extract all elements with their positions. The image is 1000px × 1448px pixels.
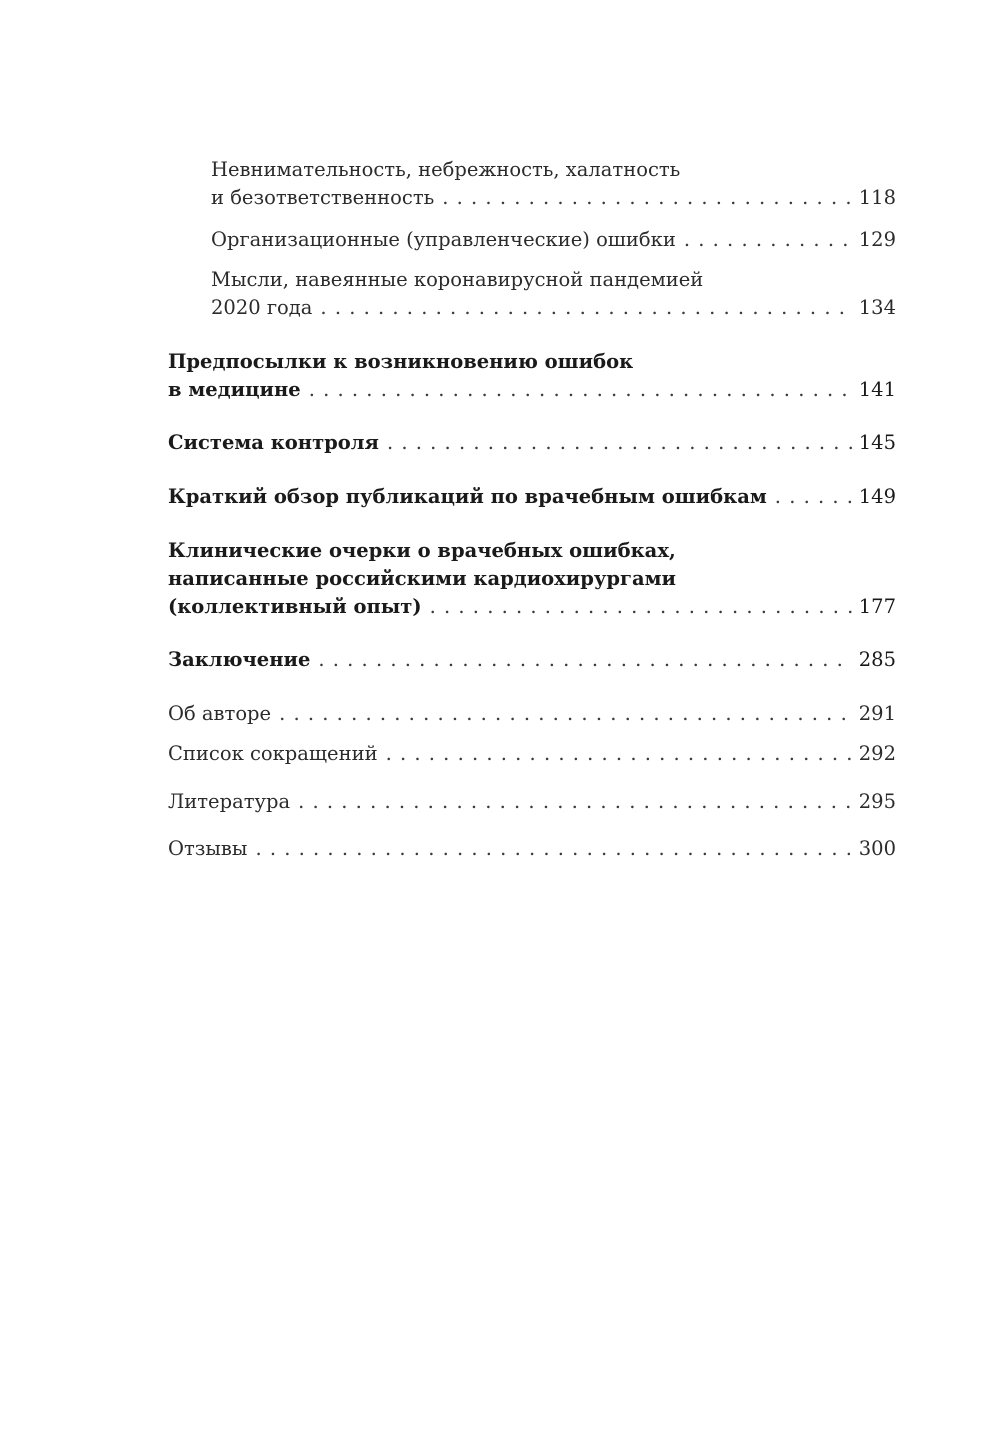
toc-page-number: 177 xyxy=(858,595,896,618)
dot-leader xyxy=(684,226,852,254)
toc-entry-line xyxy=(168,565,896,593)
toc-entry-pandemic-thoughts[interactable] xyxy=(211,266,896,322)
toc-entry-title-line: Невнимательность, небрежность, халатность xyxy=(211,158,681,181)
toc-entry-title-line: Заключение xyxy=(168,648,311,671)
toc-entry-control-system[interactable] xyxy=(168,429,896,457)
toc-entry-title-line: в медицине xyxy=(168,378,301,401)
toc-page-number: 145 xyxy=(858,431,896,454)
toc-entry-title-line: Литература xyxy=(168,790,291,813)
toc-entry-line xyxy=(168,646,896,674)
toc-entry-line xyxy=(211,184,896,212)
toc-entry-line xyxy=(168,537,896,565)
toc-page-number: 129 xyxy=(858,228,896,251)
toc-entry-title-line: (коллективный опыт) xyxy=(168,595,422,618)
dot-leader xyxy=(309,376,852,404)
toc-page-number: 134 xyxy=(858,296,896,319)
toc-entry-title-line: Список сокращений xyxy=(168,742,378,765)
toc-entry-reviews[interactable] xyxy=(168,835,896,863)
toc-entry-line xyxy=(168,740,896,768)
toc-entry-title-line: написанные российскими кардиохирургами xyxy=(168,567,677,590)
toc-entry-line xyxy=(211,156,896,184)
toc-entry-abbreviations[interactable] xyxy=(168,740,896,768)
toc-entry-line xyxy=(168,348,896,376)
toc-page-number: 295 xyxy=(858,790,896,813)
toc-entry-title-line: и безответственность xyxy=(211,186,435,209)
toc-page-number: 300 xyxy=(858,837,896,860)
dot-leader xyxy=(318,646,852,674)
toc-page-number: 141 xyxy=(858,378,896,401)
toc-entry-line xyxy=(211,266,896,294)
toc-entry-about-author[interactable] xyxy=(168,700,896,728)
toc-entry-line xyxy=(211,226,896,254)
toc-entry-line xyxy=(168,483,896,511)
toc-entry-line xyxy=(168,429,896,457)
toc-entry-clinical-essays[interactable] xyxy=(168,537,896,621)
toc-page-number: 149 xyxy=(858,485,896,508)
toc-entry-line xyxy=(168,788,896,816)
toc-entry-title-line: Отзывы xyxy=(168,837,248,860)
toc-entry-line xyxy=(168,376,896,404)
toc-entry-conclusion[interactable] xyxy=(168,646,896,674)
dot-leader xyxy=(775,483,852,511)
toc-entry-line xyxy=(211,294,896,322)
toc-entry-title-line: Система контроля xyxy=(168,431,379,454)
dot-leader xyxy=(279,700,852,728)
toc-page-number: 291 xyxy=(858,702,896,725)
dot-leader xyxy=(320,294,852,322)
toc-entry-literature[interactable] xyxy=(168,788,896,816)
dot-leader xyxy=(298,788,852,816)
toc-entry-line xyxy=(168,700,896,728)
dot-leader xyxy=(387,429,852,457)
toc-entry-organizational-errors[interactable] xyxy=(211,226,896,254)
toc-page-number: 285 xyxy=(858,648,896,671)
toc-page-number: 118 xyxy=(858,186,896,209)
toc-entry-line xyxy=(168,593,896,621)
toc-entry-title-line: Краткий обзор публикаций по врачебным ошибкам xyxy=(168,485,767,508)
dot-leader xyxy=(255,835,852,863)
toc-entry-title-line: 2020 года xyxy=(211,296,313,319)
dot-leader xyxy=(430,593,852,621)
toc-entry-negligence[interactable] xyxy=(211,156,896,212)
toc-entry-title-line: Мысли, навеянные коронавирусной пандемией xyxy=(211,268,704,291)
toc-entry-title-line: Об авторе xyxy=(168,702,272,725)
toc-entry-title-line: Организационные (управленческие) ошибки xyxy=(211,228,676,251)
toc-entry-publications-review[interactable] xyxy=(168,483,896,511)
dot-leader xyxy=(386,740,852,768)
toc-entry-title-line: Клинические очерки о врачебных ошибках, xyxy=(168,539,676,562)
toc-entry-title-line: Предпосылки к возникновению ошибок xyxy=(168,350,634,373)
toc-page-number: 292 xyxy=(858,742,896,765)
toc-entry-line xyxy=(168,835,896,863)
toc-entry-error-prerequisites[interactable] xyxy=(168,348,896,404)
dot-leader xyxy=(442,184,852,212)
